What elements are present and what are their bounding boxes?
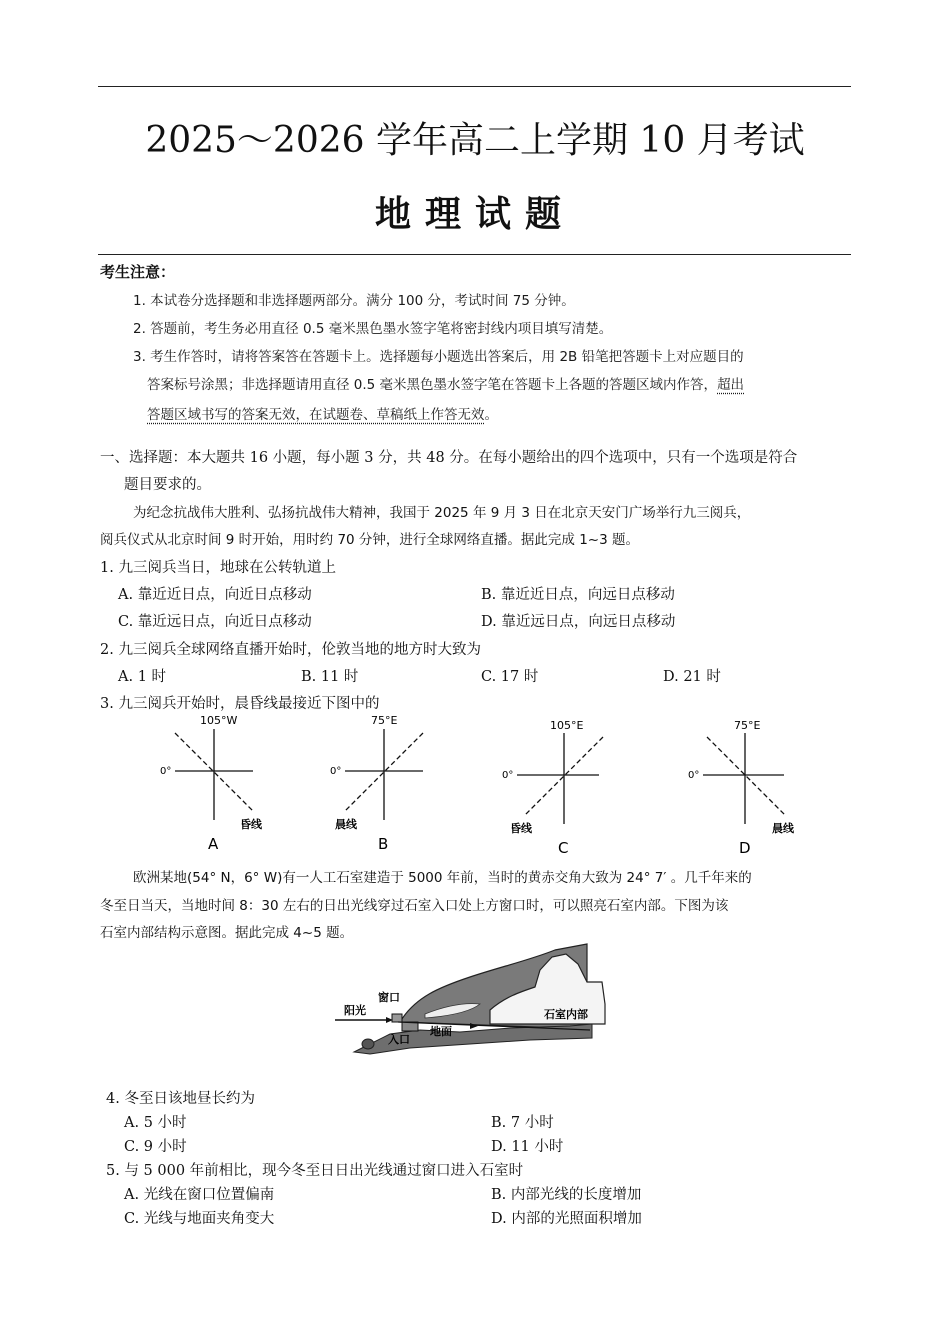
- q4-option-c: C. 9 小时: [124, 1139, 187, 1155]
- q5-option-c: C. 光线与地面夹角变大: [124, 1211, 275, 1227]
- diagram-d-line-label: 晨线: [772, 822, 794, 835]
- q1-option-a: A. 靠近近日点，向近日点移动: [118, 587, 312, 603]
- q2-option-c: C. 17 时: [481, 669, 539, 685]
- q5-option-a: A. 光线在窗口位置偏南: [124, 1187, 275, 1203]
- passage-2-line-3: 石室内部结构示意图。据此完成 4~5 题。: [100, 925, 354, 941]
- q2-option-b: B. 11 时: [301, 669, 359, 685]
- q1-stem: 1. 九三阅兵当日，地球在公转轨道上: [100, 560, 336, 576]
- q5-option-b: B. 内部光线的长度增加: [491, 1187, 642, 1203]
- q5-stem: 5. 与 5 000 年前相比，现今冬至日日出光线通过窗口进入石室时: [106, 1163, 524, 1179]
- label-window: 窗口: [378, 991, 400, 1004]
- notice-item-3-line-2: 答案标号涂黑；非选择题请用直径 0.5 毫米黑色墨水签字笔在答题卡上各题的答题区域内作答，超出: [147, 377, 745, 393]
- q4-option-d: D. 11 小时: [491, 1139, 564, 1155]
- diagram-c: [502, 719, 603, 857]
- diagram-b-line-label: 晨线: [335, 818, 357, 831]
- diagram-a-line-label: 昏线: [240, 818, 262, 831]
- passage-1-line-2: 阅兵仪式从北京时间 9 时开始，用时约 70 分钟，进行全球网络直播。据此完成 1~3 题。: [100, 532, 640, 548]
- label-entrance: 入口: [388, 1033, 410, 1046]
- notice-heading: 考生注意：: [100, 263, 176, 281]
- q2-stem: 2. 九三阅兵全球网络直播开始时，伦敦当地的地方时大致为: [100, 642, 481, 658]
- diagram-b: [330, 714, 423, 853]
- diagram-c-meridian-label: 105°E: [550, 719, 584, 732]
- notice-item-2: 2. 答题前，考生务必用直径 0.5 毫米黑色墨水签字笔将密封线内项目填写清楚。: [133, 321, 613, 337]
- passage-2-line-1: 欧洲某地(54° N，6° W)有一人工石室建造于 5000 年前，当时的黄赤交角大致为 24° 7′ 。几千年来的: [133, 870, 752, 886]
- notice-item-3-line-1: 3. 考生作答时，请将答案答在答题卡上。选择题每小题选出答案后，用 2B 铅笔把答题卡上对应题目的: [133, 349, 744, 365]
- entrance-block: [402, 1022, 418, 1031]
- q4-option-b: B. 7 小时: [491, 1115, 554, 1131]
- q1-option-d: D. 靠近远日点，向远日点移动: [481, 614, 676, 630]
- q4-stem: 4. 冬至日该地昼长约为: [106, 1091, 255, 1107]
- diagram-b-equator-label: 0°: [330, 766, 342, 777]
- diagram-a-meridian-label: 105°W: [200, 714, 238, 727]
- section-1-instruction-line-2: 题目要求的。: [124, 477, 211, 493]
- diagram-c-equator-label: 0°: [502, 770, 514, 781]
- label-ground: 地面: [430, 1025, 452, 1038]
- passage-2-line-2: 冬至日当天，当地时间 8：30 左右的日出光线穿过石室入口处上方窗口时，可以照亮石室内部。下图为该: [100, 898, 729, 914]
- header-bottom-rule: [98, 254, 851, 255]
- diagram-d-letter: D: [739, 839, 751, 857]
- notice-item-3-line-3: 答题区域书写的答案无效，在试题卷、草稿纸上作答无效。: [147, 407, 498, 423]
- exam-title: 2025～2026 学年高二上学期 10 月考试: [145, 120, 805, 161]
- label-chamber-interior: 石室内部: [544, 1008, 588, 1021]
- terminator-diagrams: [150, 713, 810, 863]
- q4-option-a: A. 5 小时: [124, 1115, 187, 1131]
- diagram-a: [160, 714, 263, 853]
- diagram-c-line-label: 昏线: [510, 822, 532, 835]
- diagram-b-letter: B: [378, 835, 389, 853]
- diagram-c-letter: C: [558, 839, 569, 857]
- q2-option-a: A. 1 时: [118, 669, 167, 685]
- label-sunlight: 阳光: [344, 1004, 366, 1017]
- diagram-d: [688, 719, 795, 857]
- notice-item-1: 1. 本试卷分选择题和非选择题两部分。满分 100 分，考试时间 75 分钟。: [133, 293, 575, 309]
- subject-title: 地理试题: [374, 194, 575, 235]
- q1-option-b: B. 靠近近日点，向远日点移动: [481, 587, 675, 603]
- top-rule: [98, 86, 851, 87]
- diagram-a-letter: A: [208, 835, 219, 853]
- passage-1-line-1: 为纪念抗战伟大胜利、弘扬抗战伟大精神，我国于 2025 年 9 月 3 日在北京天安门广场举行九三阅兵，: [133, 505, 751, 521]
- diagram-b-meridian-label: 75°E: [371, 714, 398, 727]
- diagram-d-meridian-label: 75°E: [734, 719, 761, 732]
- stone-chamber-figure: [330, 942, 620, 1062]
- q3-stem: 3. 九三阅兵开始时，晨昏线最接近下图中的: [100, 696, 380, 712]
- q5-option-d: D. 内部的光照面积增加: [491, 1211, 642, 1227]
- q1-option-c: C. 靠近远日点，向近日点移动: [118, 614, 312, 630]
- section-1-instruction-line-1: 一、选择题：本大题共 16 小题，每小题 3 分，共 48 分。在每小题给出的四个选项中，只有一个选项是符合: [100, 450, 798, 466]
- diagram-d-equator-label: 0°: [688, 770, 700, 781]
- q2-option-d: D. 21 时: [663, 669, 721, 685]
- diagram-a-equator-label: 0°: [160, 766, 172, 777]
